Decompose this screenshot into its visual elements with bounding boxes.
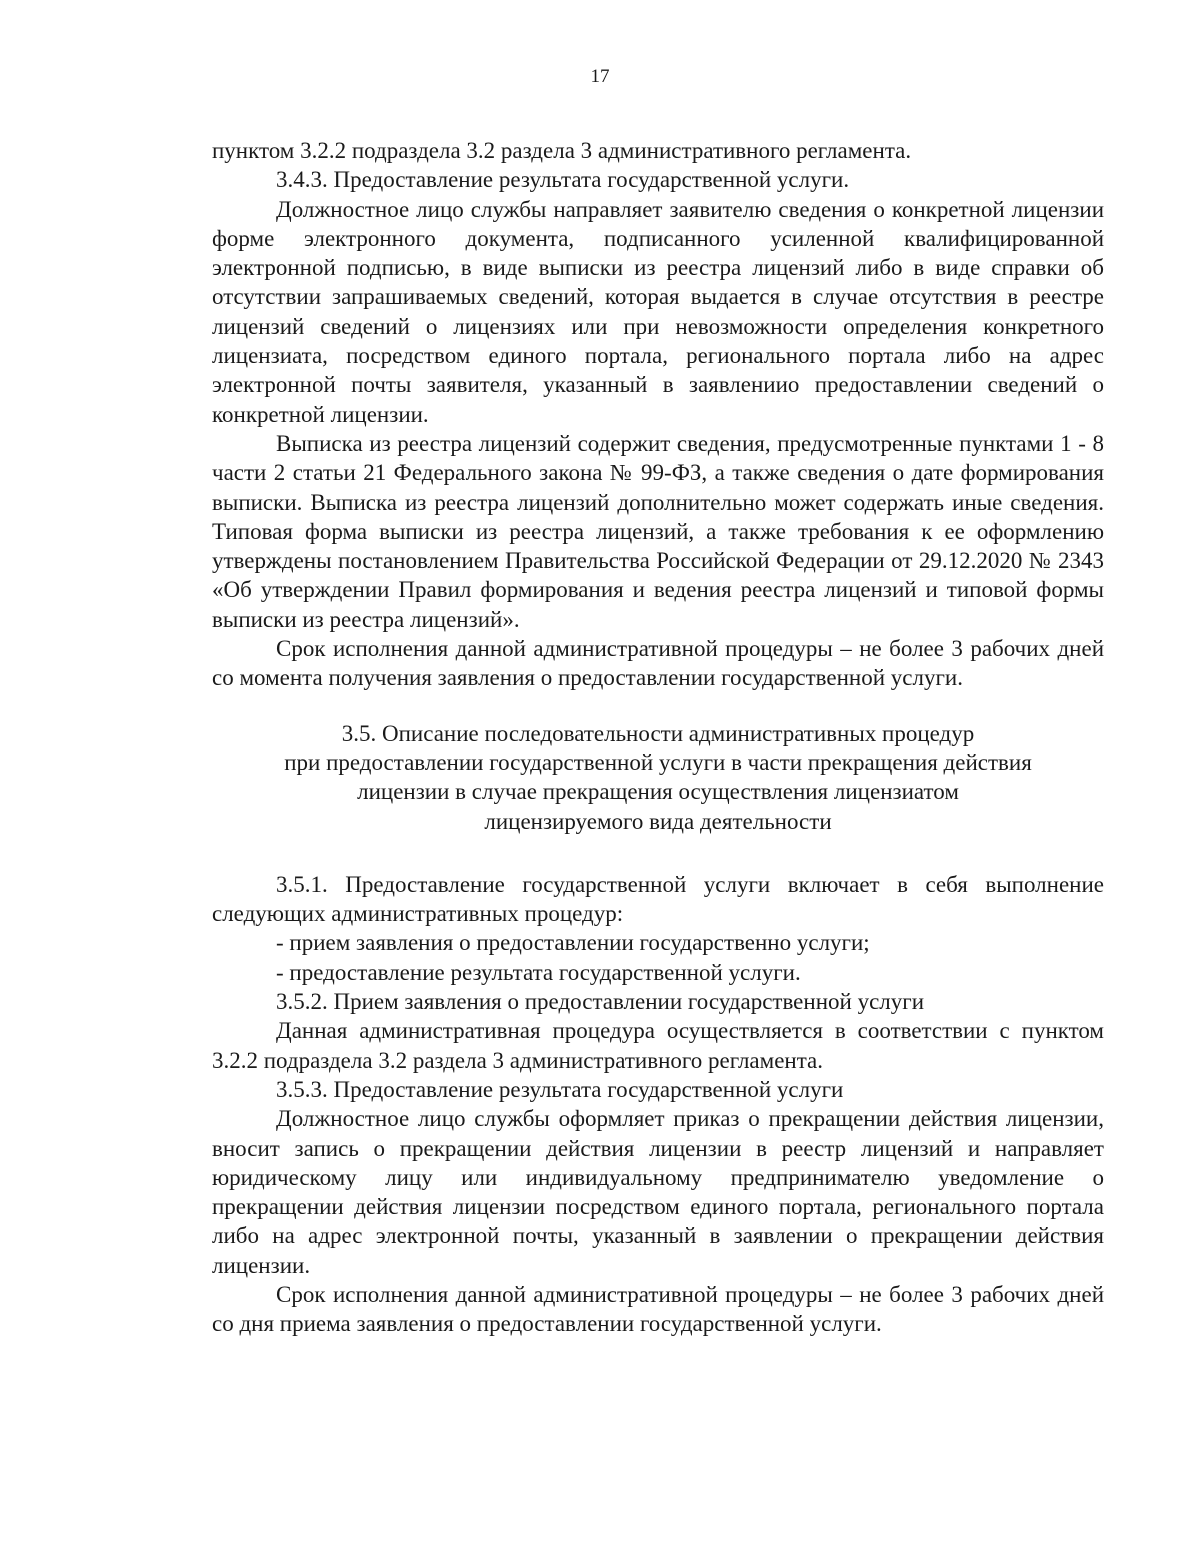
subsection-title-3-5-2: 3.5.2. Прием заявления о предоставлении государственной услуги xyxy=(276,989,924,1015)
document-body xyxy=(212,136,1104,1339)
paragraph: Должностное лицо службы направляет заявителю сведения о конкретной лицензии форме электронного документа, подписанного усиленной квалифицированной электронной подписью, в виде выписки из реестра лицензий либо в виде справки об отсутствии запрашиваемых сведений, которая выдается в случае отсутствия в реестре лицензий сведений о лицензиях или при невозможности определения конкретного лицензиата, посредством единого портала, регионального портала либо на адрес электронной почты заявителя, указанный в заявлениио предоставлении сведений о конкретной лицензии. xyxy=(212,196,1104,427)
section-heading-3-5 xyxy=(212,719,1104,836)
paragraph-3-5-1: 3.5.1. Предоставление государственной услуги включает в себя выполнение следующих административных процедур: xyxy=(212,871,1104,927)
list-item: - прием заявления о предоставлении государственно услуги; xyxy=(276,930,870,956)
paragraph: Срок исполнения данной административной процедуры – не более 3 рабочих дней со момента получения заявления о предоставлении государственной услуги. xyxy=(212,636,1104,691)
heading-line: лицензии в случае прекращения осуществления лицензиатом xyxy=(357,779,959,805)
list-item: - предоставление результата государственной услуги. xyxy=(276,959,801,985)
page-number: 17 xyxy=(590,66,610,87)
paragraph: Выписка из реестра лицензий содержит сведения, предусмотренные пунктами 1 - 8 части 2 статьи 21 Федерального закона № 99-ФЗ, а также сведения о дате формирования выписки. Выписка из реестра лицензий дополнительно может содержать иные сведения. Типовая форма выписки из реестра лицензий, а также требования к ее оформлению утверждены постановлением Правительства Российской Федерации от 29.12.2020 № 2343 «Об утверждении Правил формирования и ведения реестра лицензий и типовой формы выписки из реестра лицензий». xyxy=(212,430,1104,632)
heading-line: лицензируемого вида деятельности xyxy=(484,808,832,834)
paragraph-continuation: пунктом 3.2.2 подраздела 3.2 раздела 3 административного регламента. xyxy=(212,138,912,163)
heading-line: 3.5. Описание последовательности административных процедур xyxy=(341,720,975,746)
paragraph: Данная административная процедура осуществляется в соответствии с пунктом 3.2.2 подраздела 3.2 раздела 3 административного регламента. xyxy=(212,1018,1104,1073)
subsection-title-3-5-3: 3.5.3. Предоставление результата государственной услуги xyxy=(276,1076,844,1102)
paragraph: Должностное лицо службы оформляет приказ о прекращении действия лицензии, вносит запись о прекращении действия лицензии в реестр лицензий и направляет юридическому лицу или индивидуальному предпринимателю уведомление о прекращении действия лицензии посредством единого портала, регионального портала либо на адрес электронной почты, указанный в заявлении о прекращении действия лицензии. xyxy=(212,1106,1104,1278)
subsection-title-3-4-3: 3.4.3. Предоставление результата государственной услуги. xyxy=(276,167,850,193)
paragraph: Срок исполнения данной административной процедуры – не более 3 рабочих дней со дня приема заявления о предоставлении государственной услуги. xyxy=(212,1281,1104,1337)
heading-line: при предоставлении государственной услуги в части прекращения действия xyxy=(284,749,1032,775)
